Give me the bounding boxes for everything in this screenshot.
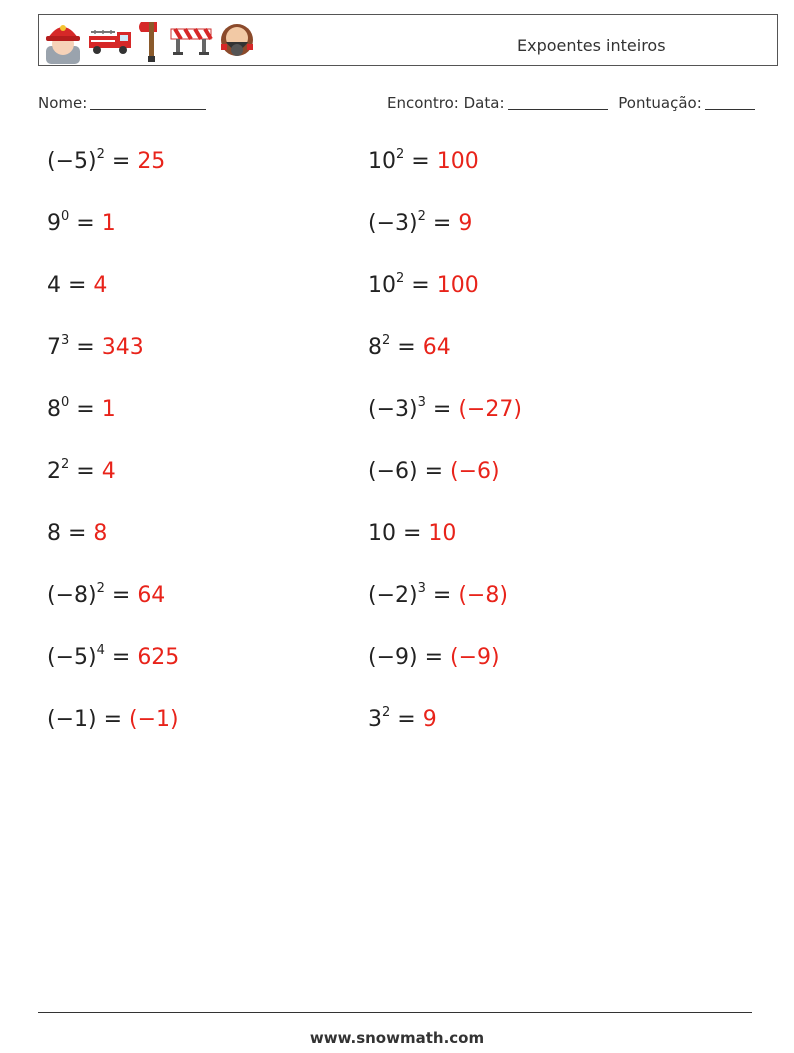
equals-sign: = [390, 335, 423, 360]
problem-exponent: 0 [61, 394, 70, 410]
problem-base: (−5) [47, 645, 97, 670]
equals-sign: = [69, 211, 102, 236]
problem-base: (−1) [47, 707, 97, 732]
problem-exponent: 0 [61, 208, 70, 224]
problem-base: (−9) [368, 645, 418, 670]
equals-sign: = [404, 273, 437, 298]
equals-sign: = [104, 149, 138, 174]
name-label: Nome: [38, 94, 88, 112]
problem-exponent: 2 [382, 332, 391, 348]
problem-item [47, 706, 179, 734]
problem-base: 4 [47, 273, 61, 298]
problem-base: 8 [47, 397, 61, 422]
problem-exponent: 2 [61, 456, 70, 472]
problem-item [47, 520, 107, 548]
equals-sign: = [104, 583, 138, 608]
problem-answer: (−1) [129, 707, 179, 732]
problem-answer: 8 [93, 521, 108, 546]
equals-sign: = [61, 521, 94, 546]
problem-answer: (−8) [458, 583, 508, 608]
problem-base: (−5) [47, 149, 97, 174]
equals-sign: = [104, 645, 138, 670]
problem-exponent: 2 [96, 580, 105, 596]
problem-answer: 9 [422, 707, 437, 732]
problem-base: 8 [47, 521, 61, 546]
problem-exponent: 2 [96, 146, 105, 162]
problem-base: (−2) [368, 583, 418, 608]
problem-exponent: 2 [382, 704, 391, 720]
problem-item [368, 582, 508, 610]
problem-base: (−6) [368, 459, 418, 484]
problem-base: 10 [368, 149, 396, 174]
problem-base: 8 [368, 335, 382, 360]
problem-answer: (−27) [458, 397, 522, 422]
equals-sign: = [425, 211, 459, 236]
problem-base: (−8) [47, 583, 97, 608]
problem-answer: (−9) [450, 645, 500, 670]
problem-item [47, 272, 107, 300]
problem-base: (−3) [368, 397, 418, 422]
problem-item [368, 334, 451, 362]
equals-sign: = [96, 707, 130, 732]
equals-sign: = [425, 583, 459, 608]
problem-base: 3 [368, 707, 382, 732]
equals-sign: = [396, 521, 429, 546]
problem-item [47, 396, 116, 424]
problem-base: 10 [368, 521, 396, 546]
footer-divider [38, 1012, 752, 1013]
problem-exponent: 4 [96, 642, 105, 658]
problem-exponent: 2 [396, 146, 405, 162]
equals-sign: = [417, 645, 451, 670]
problem-answer: 343 [101, 335, 144, 360]
problem-item [368, 272, 479, 300]
problem-answer: 1 [101, 211, 116, 236]
encounter-date-label: Encontro: Data: [387, 94, 505, 112]
equals-sign: = [61, 273, 94, 298]
equals-sign: = [425, 397, 459, 422]
problem-base: 10 [368, 273, 396, 298]
problem-item [368, 520, 456, 548]
problem-answer: 64 [422, 335, 451, 360]
equals-sign: = [417, 459, 451, 484]
problem-exponent: 3 [61, 332, 70, 348]
problem-base: 2 [47, 459, 61, 484]
problem-item [368, 458, 500, 486]
problem-item [47, 334, 144, 362]
problem-item [47, 644, 179, 672]
problem-exponent: 3 [417, 394, 426, 410]
problem-answer: 4 [101, 459, 116, 484]
equals-sign: = [390, 707, 423, 732]
problem-answer: 25 [137, 149, 166, 174]
problem-item [47, 458, 116, 486]
problem-answer: (−6) [450, 459, 500, 484]
footer-site: www.snowmath.com [309, 1029, 485, 1047]
problem-answer: 64 [137, 583, 166, 608]
problem-base: 7 [47, 335, 61, 360]
problem-base: 9 [47, 211, 61, 236]
problem-answer: 4 [93, 273, 108, 298]
worksheet-title: Expoentes inteiros [517, 36, 666, 55]
problem-answer: 10 [428, 521, 457, 546]
problem-item [47, 210, 116, 238]
equals-sign: = [69, 459, 102, 484]
problem-answer: 100 [436, 273, 479, 298]
problem-item [47, 148, 165, 176]
problem-exponent: 3 [417, 580, 426, 596]
equals-sign: = [404, 149, 437, 174]
problem-item [368, 706, 437, 734]
problem-base: (−3) [368, 211, 418, 236]
problem-answer: 100 [436, 149, 479, 174]
problem-answer: 9 [458, 211, 473, 236]
equals-sign: = [69, 397, 102, 422]
score-label: Pontuação: [618, 94, 702, 112]
problem-answer: 1 [101, 397, 116, 422]
problem-item [368, 210, 472, 238]
problem-item [368, 148, 479, 176]
equals-sign: = [69, 335, 102, 360]
problem-exponent: 2 [417, 208, 426, 224]
problem-item [368, 396, 522, 424]
problem-item [368, 644, 500, 672]
problem-exponent: 2 [396, 270, 405, 286]
problem-answer: 625 [137, 645, 180, 670]
problem-item [47, 582, 165, 610]
